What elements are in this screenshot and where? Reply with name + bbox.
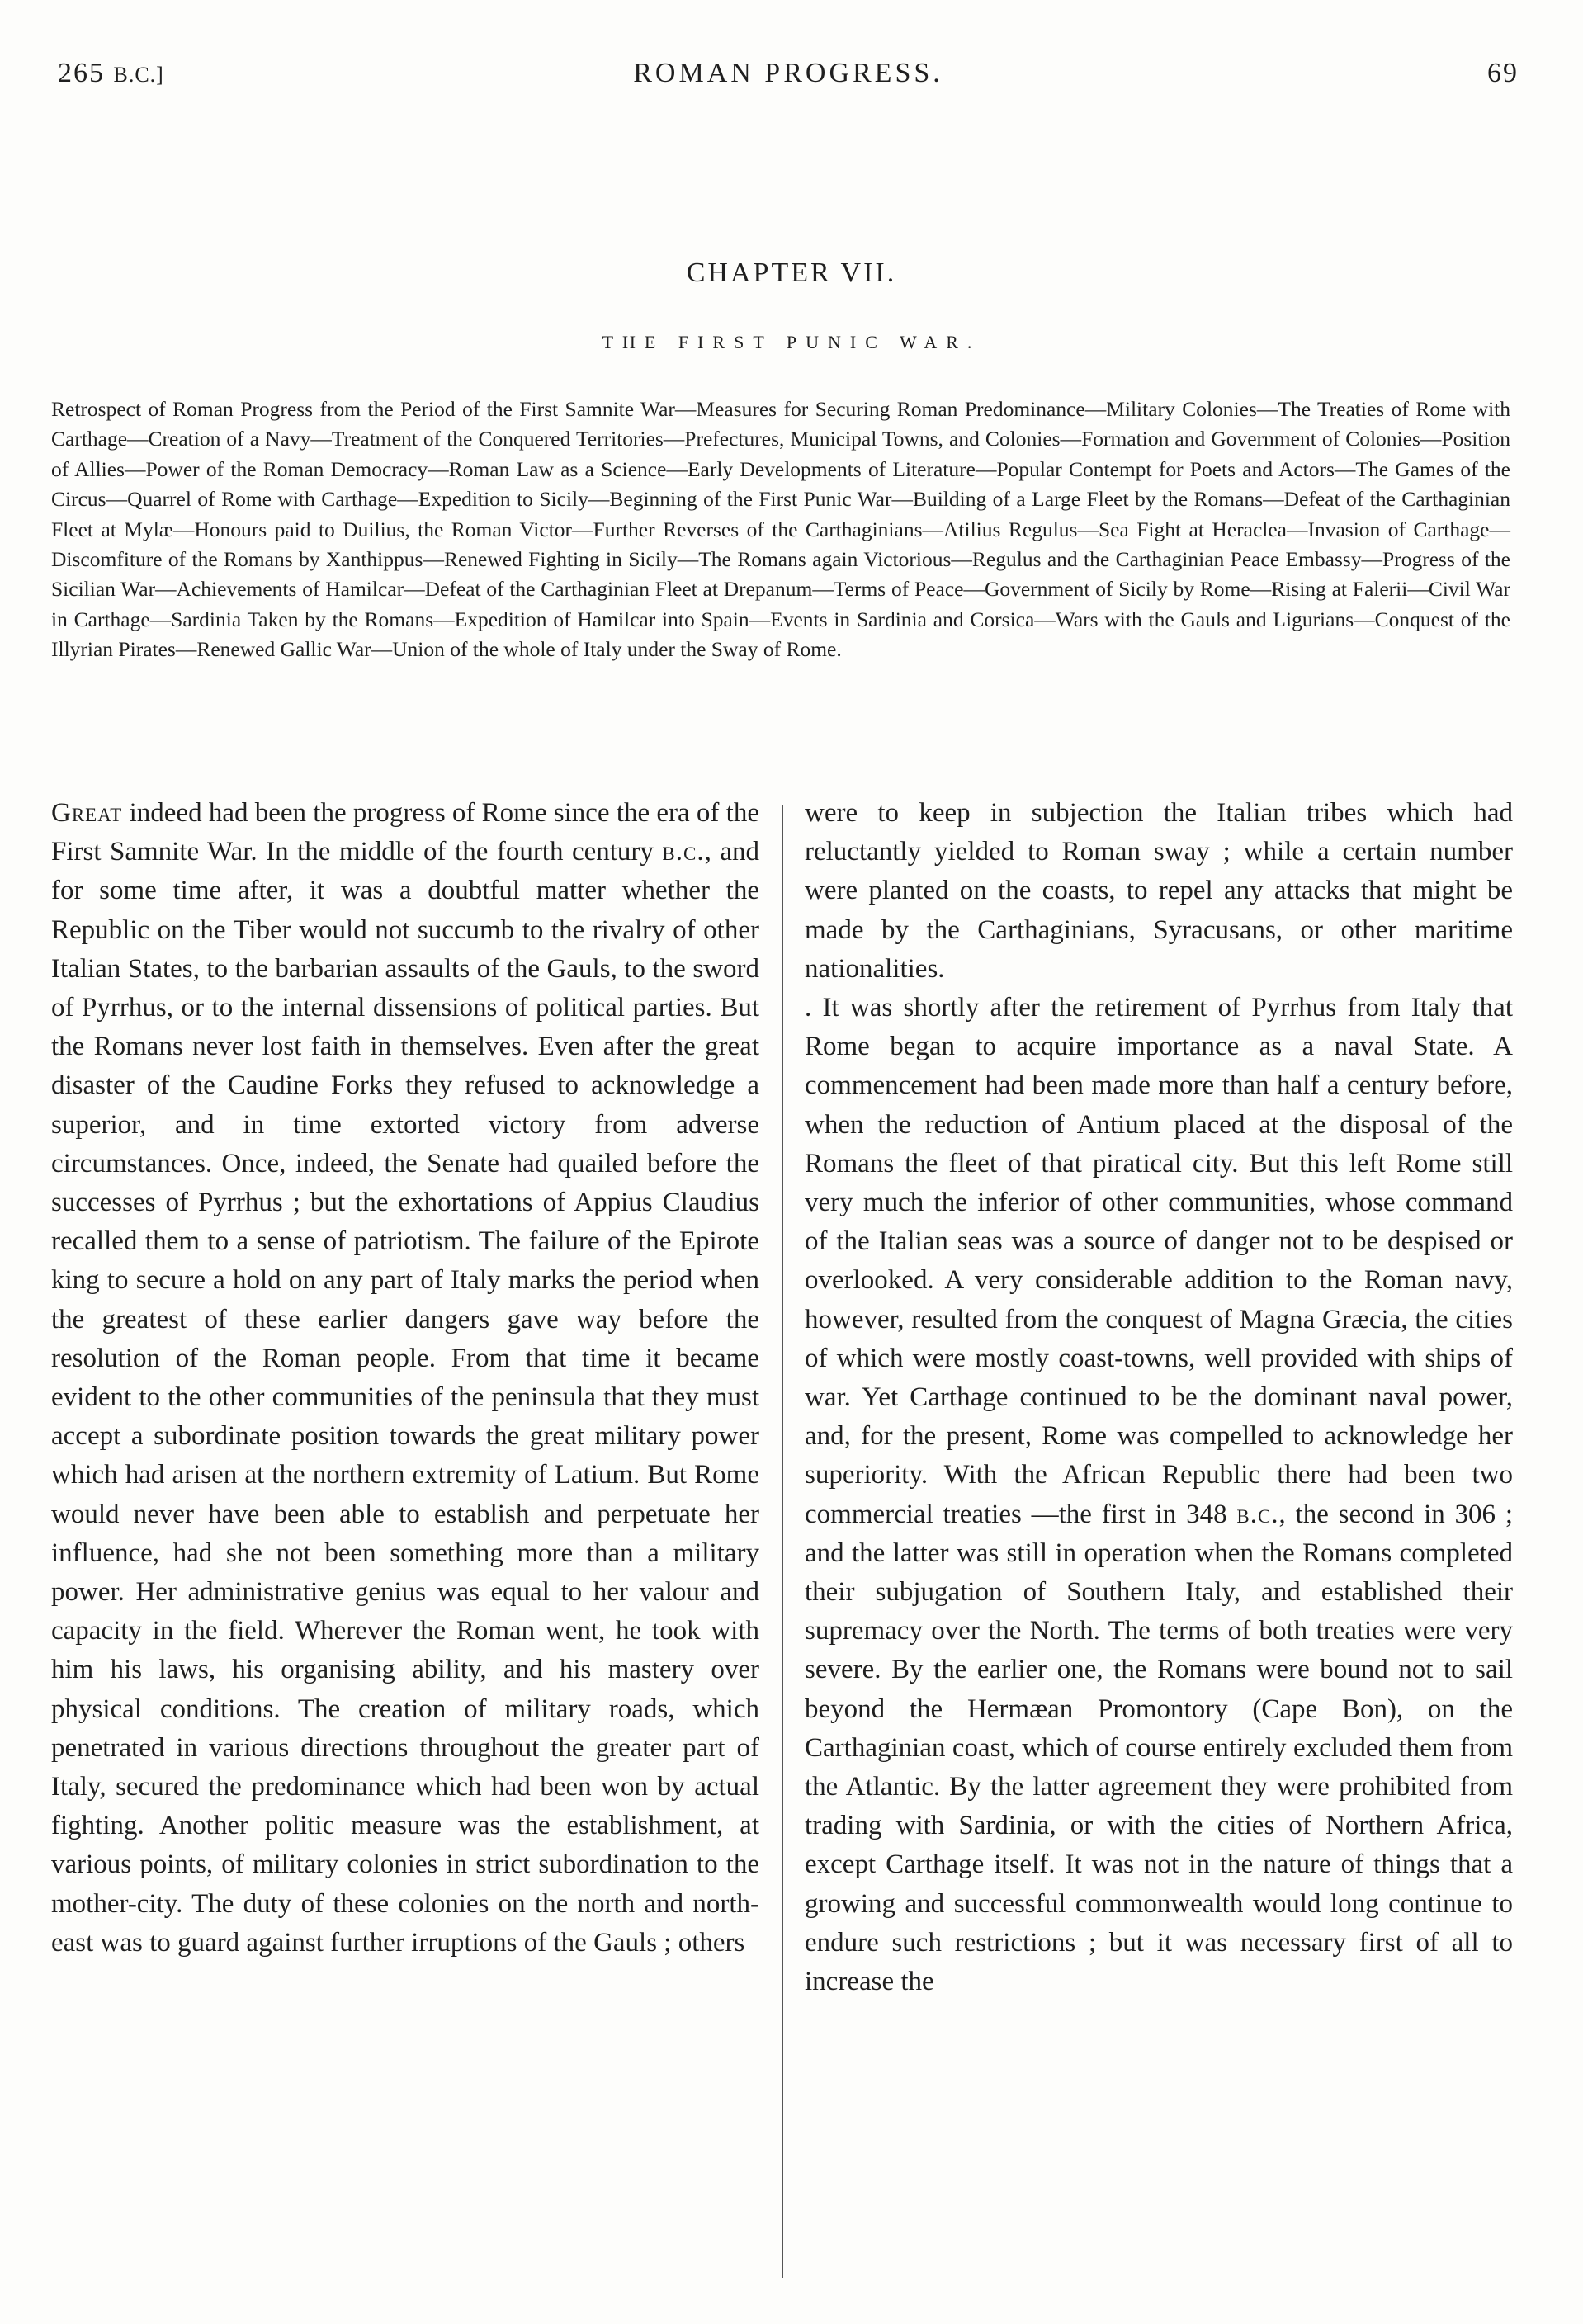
body-paragraph — [51, 794, 759, 1963]
opening-word: Great — [51, 798, 123, 828]
header-year: 265 — [58, 58, 105, 88]
chapter-synopsis — [51, 394, 1510, 665]
body-paragraph: were to keep in subjection the Italian tribes which had reluctantly yielded to Roman sway ; while a certain number were planted on the coasts, to repel any attacks that might be made by the Carthaginians, Syracusans, or other maritime nationalities. — [805, 798, 1513, 984]
header-title: ROMAN PROGRESS. — [633, 58, 943, 88]
paragraph-text: . It was shortly after the retirement of Pyrrhus from Italy that Rome began to acquire importance as a naval State. A commencement had been made more than half a century before, when the reduction of Antium placed at the disposal of the Romans the fleet of that piratical city. But this left Rome still very much the inferior of other communities, whose command of the Italian seas was a source of danger not to be despised or overlooked. A very considerable addition to the Roman navy, however, resulted from the conquest of Magna Græcia, the cities of which were mostly coast-towns, well provided with ships of war. Yet Carthage continued to be the dominant naval power, and, for the present, Rome was compelled to acknowledge her superiority. With the African Republic there had been two commercial treaties —the first in 348 — [805, 993, 1513, 1529]
body-column-right — [805, 794, 1513, 2001]
page-number: 69 — [1487, 58, 1519, 88]
paragraph-text: , the second in 306 ; and the latter was still in operation when the Romans completed their subjugation of Southern Italy, and established their supremacy over the North. The terms of both treaties were very severe. By the earlier one, the Romans were bound not to sail beyond the Hermæan Promontory (Cape Bon), on the Carthaginian coast, which of course entirely excluded them from the Atlantic. By the latter agreement they were prohibited from trading with Sardinia, or with the cities of Northern Africa, except Carthage itself. It was not in the nature of things that a growing and successful commonwealth would long continue to endure such restrictions ; but it was necessary first of all to increase the — [805, 1499, 1513, 1997]
paragraph-text: indeed had been the progress of Rome since the era of the First Samnite War. In the middle of the fourth century — [51, 798, 759, 867]
era-abbrev: b.c. — [1236, 1499, 1279, 1529]
chapter-number: CHAPTER VII. — [686, 257, 897, 288]
running-header — [58, 58, 1519, 107]
column-divider — [782, 805, 783, 2278]
era-abbrev: b.c. — [662, 837, 705, 867]
body-column-left — [51, 794, 759, 1963]
body-paragraph — [805, 989, 1513, 2001]
paragraph-text: , and for some time after, it was a doubtful matter whether the Republic on the Tiber would not succumb to the rivalry of other Italian States, to the barbarian assaults of the Gauls, to the sword of Pyrrhus, or to the internal dissensions of political parties. But the Romans never lost faith in themselves. Even after the great disaster of the Caudine Forks they refused to acknowledge a superior, and in time extorted victory from adverse circumstances. Once, indeed, the Senate had quailed before the successes of Pyrrhus ; but the exhortations of Appius Claudius recalled them to a sense of patriotism. The failure of the Epirote king to secure a hold on any part of Italy marks the period when the greatest of these earlier dangers gave way before the resolution of the Roman people. From that time it became evident to the other communities of the peninsula that they must accept a subordinate position towards the great military power which had arisen at the northern extremity of Latium. But Rome would never have been able to establish and perpetuate her influence, had she not been something more than a military power. Her administrative genius was equal to her valour and capacity in the field. Wherever the Roman went, he took with him his laws, his organising ability, and his mastery over physical conditions. The creation of military roads, which penetrated in various directions throughout the greater part of Italy, secured the predominance which had been won by actual fighting. Another politic measure was the establishment, at various points, of military colonies in strict subordination to the mother-city. The duty of these colonies on the north and north-east was to guard against further irruptions of the Gauls ; others — [51, 837, 759, 1958]
header-era: B.C.] — [113, 63, 164, 87]
chapter-title: THE FIRST PUNIC WAR. — [602, 332, 981, 352]
synopsis-text: Retrospect of Roman Progress from the Period of the First Samnite War—Measures for Securing Roman Predominance—Military Colonies—The Treaties of Rome with Carthage—Creation of a Navy—Treatment of the Conquered Territories—Prefectures, Municipal Towns, and Colonies—Formation and Government of Colonies—Position of Allies—Power of the Roman Democracy—Roman Law as a Science—Early Developments of Literature—Popular Contempt for Poets and Actors—The Games of the Circus—Quarrel of Rome with Carthage—Expedition to Sicily—Beginning of the First Punic War—Building of a Large Fleet by the Romans—Defeat of the Carthaginian Fleet at Mylæ—Honours paid to Duilius, the Roman Victor—Further Reverses of the Carthaginians—Atilius Regulus—Sea Fight at Heraclea—Invasion of Carthage—Discomfiture of the Romans by Xanthippus—Renewed Fighting in Sicily—The Romans again Victorious—Regulus and the Carthaginian Peace Embassy—Progress of the Sicilian War—Achievements of Hamilcar—Defeat of the Carthaginian Fleet at Drepanum—Terms of Peace—Government of Sicily by Rome—Rising at Falerii—Civil War in Carthage—Sardinia Taken by the Romans—Expedition of Hamilcar into Spain—Events in Sardinia and Corsica—Wars with the Gauls and Ligurians—Conquest of the Illyrian Pirates—Renewed Gallic War—Union of the whole of Italy under the Sway of Rome. — [51, 397, 1510, 662]
